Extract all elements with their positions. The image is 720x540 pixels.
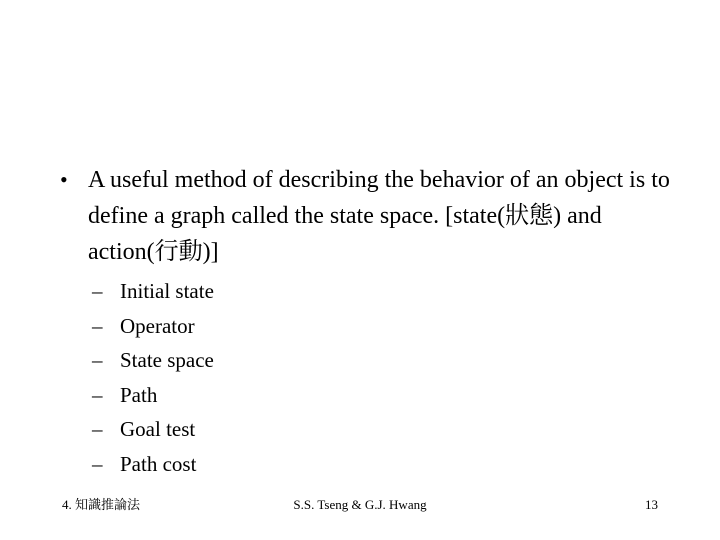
dash-icon: – bbox=[92, 313, 103, 338]
footer-authors: S.S. Tseng & G.J. Hwang bbox=[293, 497, 427, 512]
sub-bullet-label: State space bbox=[120, 348, 214, 372]
dash-icon: – bbox=[92, 348, 103, 372]
footer-chapter: 4. 知識推論法 bbox=[62, 497, 141, 512]
sub-bullet-item bbox=[60, 412, 680, 447]
dash-icon: – bbox=[92, 417, 103, 441]
sub-bullet-item bbox=[60, 378, 680, 413]
sub-bullet-label: Path cost bbox=[120, 451, 197, 476]
bullet-block bbox=[60, 162, 680, 481]
dash-icon: – bbox=[92, 279, 103, 303]
sub-bullet-item bbox=[60, 274, 680, 309]
sub-bullet-label: Initial state bbox=[120, 279, 214, 303]
sub-bullet-label: Path bbox=[120, 382, 158, 407]
main-bullet-text: A useful method of describing the behavior of an object is to define a graph called the state space. [state(狀態) and action(行動)] bbox=[88, 167, 670, 265]
sub-bullet-label: Goal test bbox=[120, 417, 196, 441]
dash-icon: – bbox=[92, 451, 103, 476]
main-bullet bbox=[60, 162, 680, 270]
sub-bullet-item bbox=[60, 343, 680, 378]
sub-bullet-item bbox=[60, 309, 680, 344]
footer-page-number: 13 bbox=[645, 497, 658, 512]
sub-bullet-label: Operator bbox=[120, 313, 195, 338]
sub-bullet-list bbox=[60, 274, 680, 481]
sub-bullet-item bbox=[60, 447, 680, 482]
dash-icon: – bbox=[92, 382, 103, 407]
bullet-dot-icon: • bbox=[60, 167, 68, 192]
